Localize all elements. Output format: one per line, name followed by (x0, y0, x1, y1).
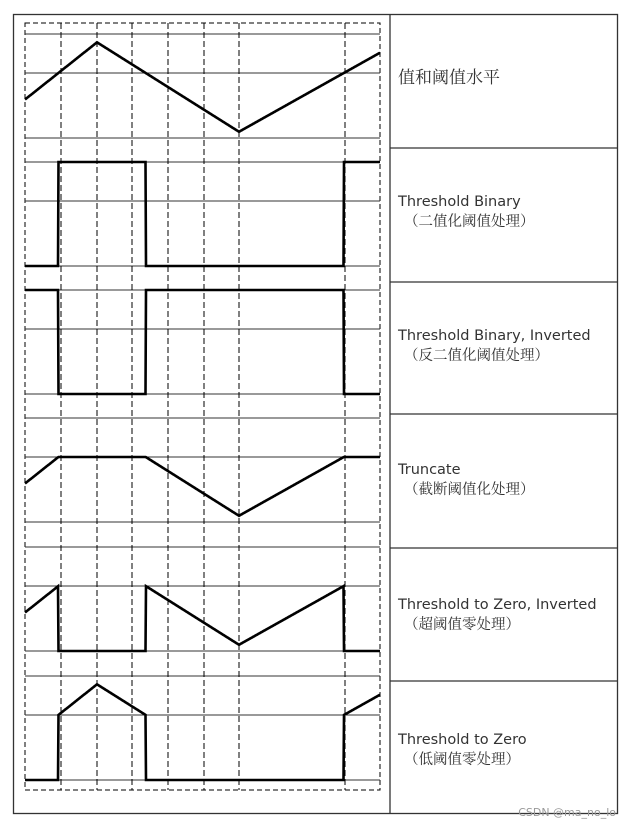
watermark: CSDN @ma_no_lo (518, 806, 616, 819)
row-label-tozero-inverted (398, 595, 613, 635)
label-en: Truncate (398, 462, 461, 478)
row-label-binary-inverted (398, 326, 613, 366)
tozero-inverted-output (25, 586, 380, 651)
row-label-tozero (398, 730, 613, 770)
row-label-truncate (398, 460, 613, 500)
label-en: Threshold to Zero (398, 732, 527, 748)
label-zh: （截断阈值化处理） (404, 482, 535, 498)
binary-inverted-output (25, 290, 380, 394)
binary-output (25, 162, 380, 266)
label-en: 值和阈值水平 (398, 68, 500, 88)
original-signal (25, 42, 380, 132)
label-zh: （低阈值零处理） (404, 752, 520, 768)
truncate-output (25, 457, 380, 516)
label-en: Threshold to Zero, Inverted (398, 597, 597, 613)
label-en: Threshold Binary, Inverted (398, 328, 591, 344)
label-zh: （反二值化阈值处理） (404, 348, 549, 364)
label-zh: （二值化阈值处理） (404, 214, 535, 230)
row-label-original (398, 68, 613, 88)
tozero-output (25, 684, 380, 780)
label-en: Threshold Binary (398, 194, 521, 210)
row-label-binary (398, 192, 613, 232)
label-zh: （超阈值零处理） (404, 617, 520, 633)
